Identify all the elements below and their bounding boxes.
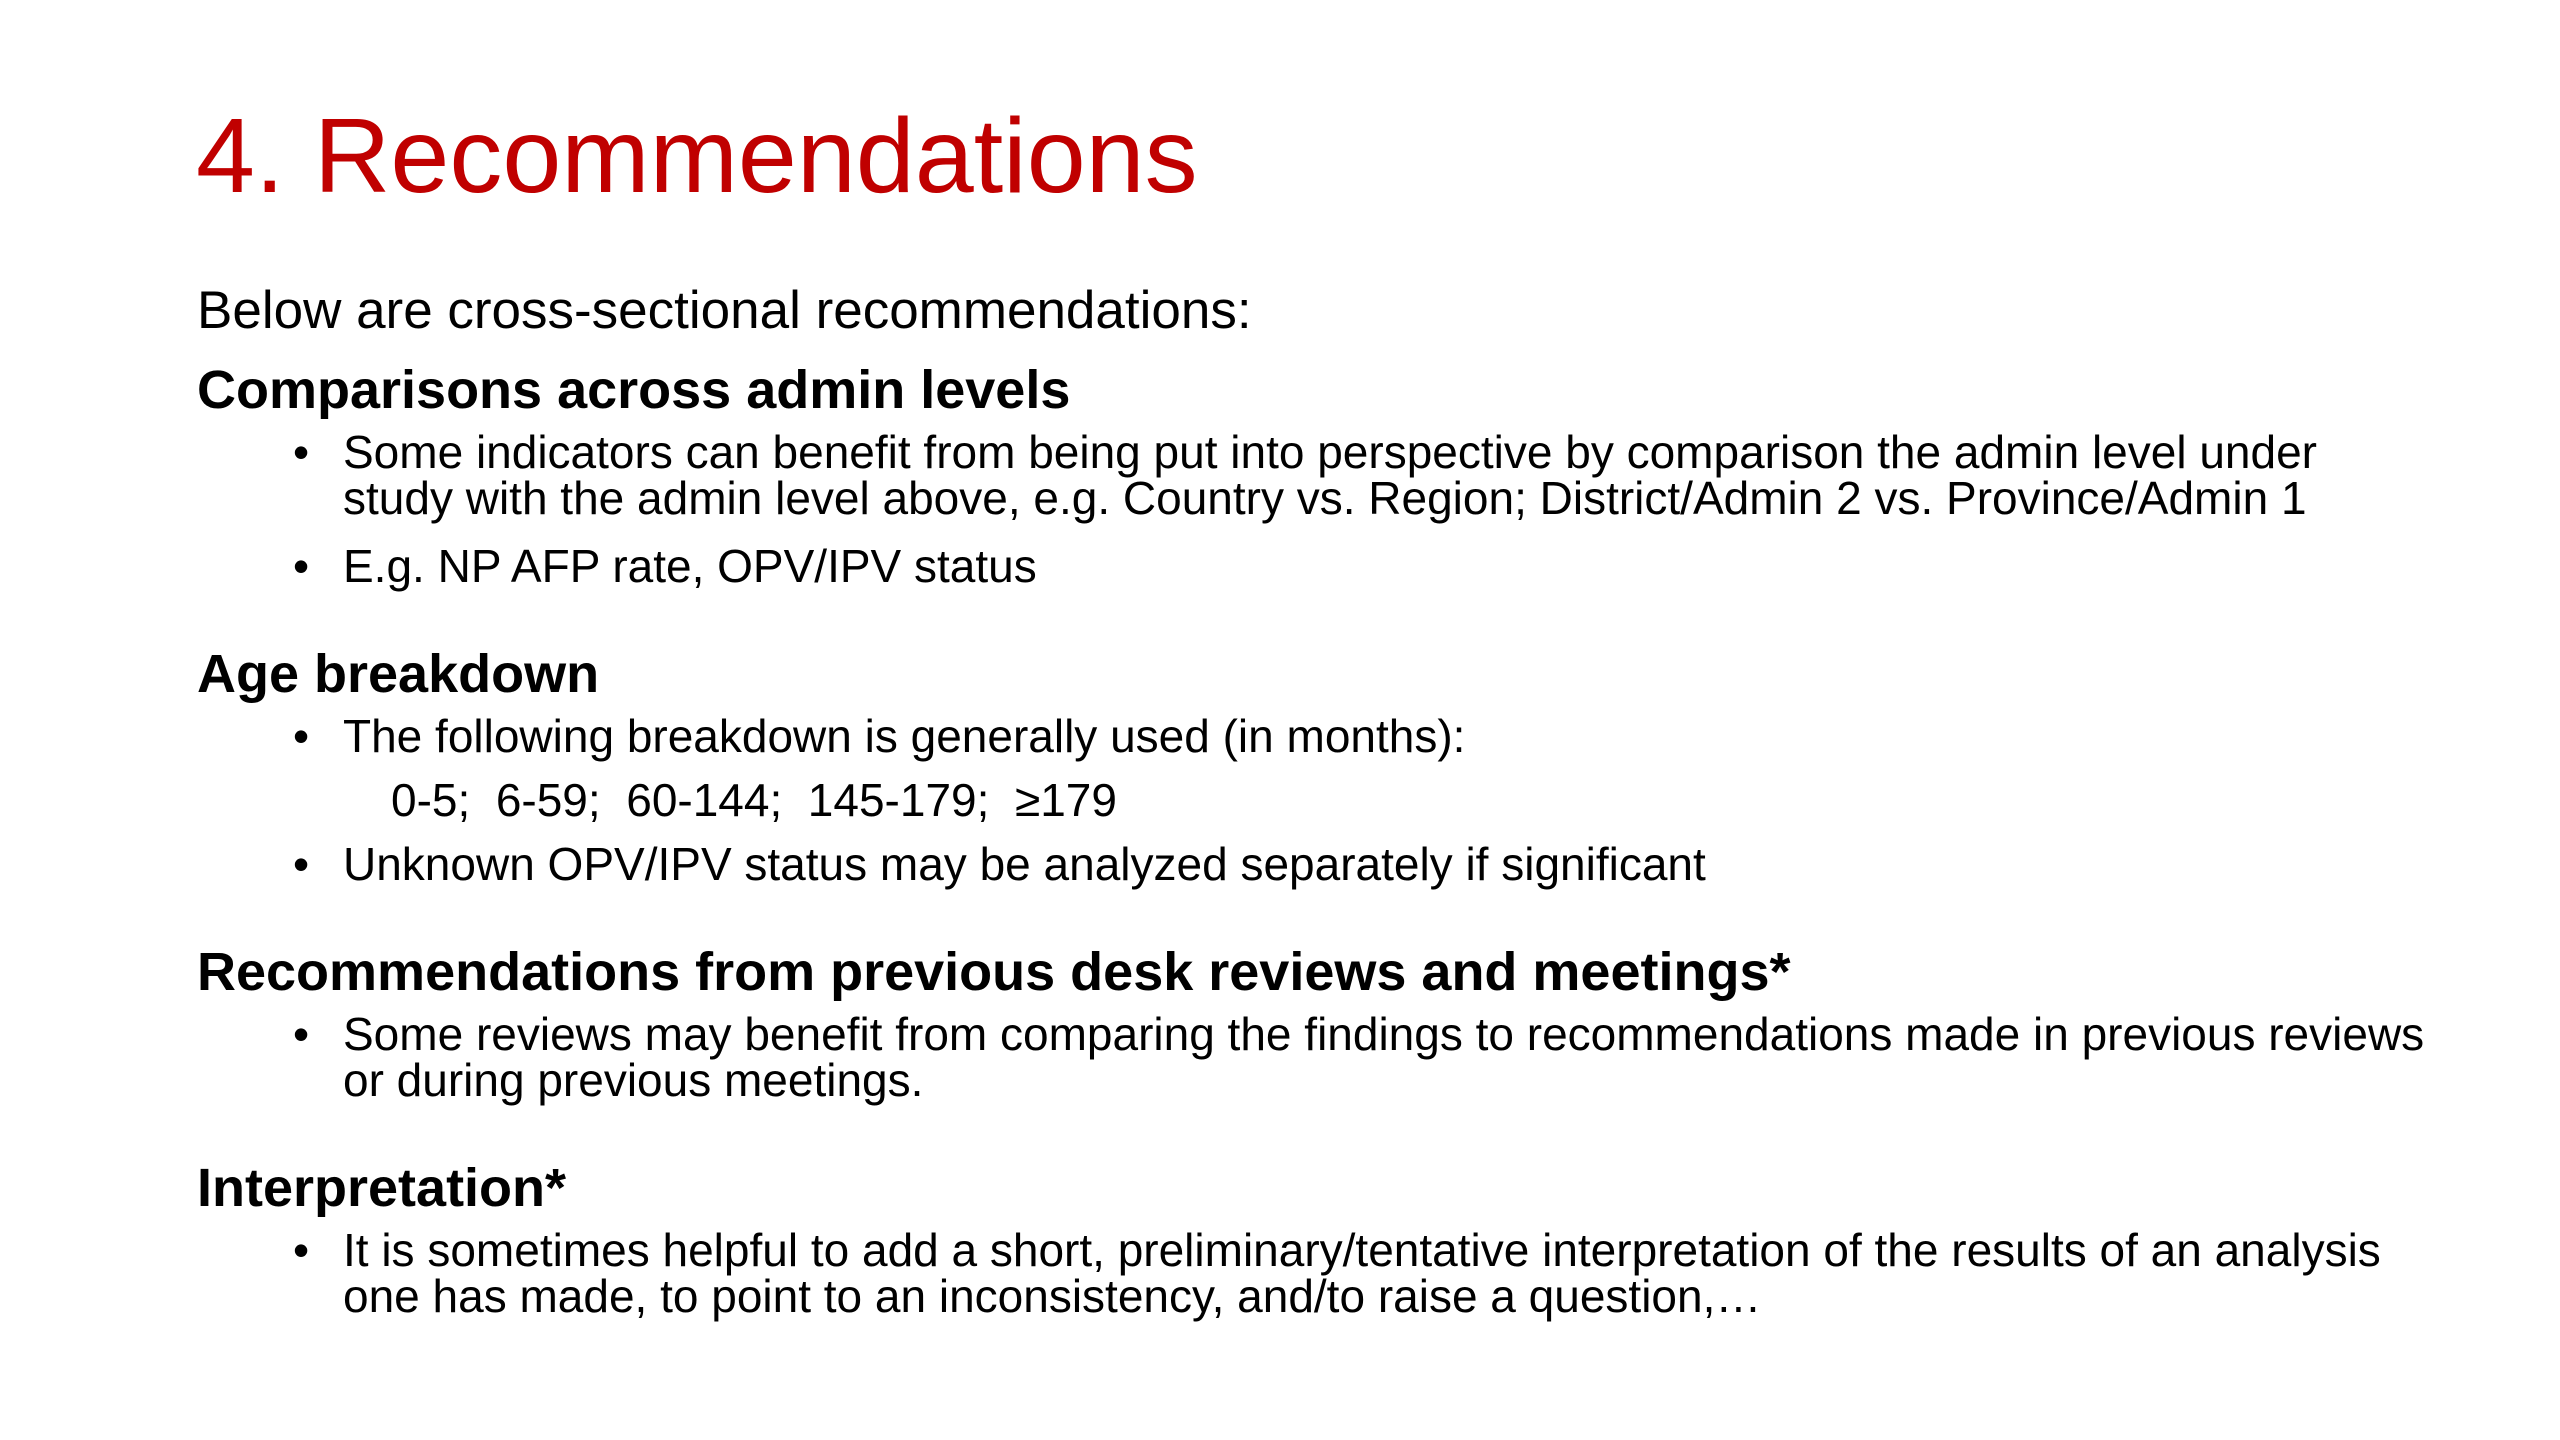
section-heading: Recommendations from previous desk reviews and meetings* — [197, 941, 1791, 1002]
section-comparisons — [197, 359, 2437, 592]
slide-content — [197, 280, 2437, 1341]
bullet-text: It is sometimes helpful to add a short, preliminary/tentative interpretation of the results of an analysis one has made, to point to an inconsistency, and/to raise a question,… — [343, 1223, 2381, 1322]
bullet-item — [197, 709, 2437, 762]
section-interpretation — [197, 1157, 2437, 1322]
slide-title: 4. Recommendations — [196, 97, 1198, 215]
bullet-item — [197, 425, 2437, 524]
bullet-icon: • — [293, 837, 310, 890]
age-ranges: 0-5; 6-59; 60-144; 145-179; ≥179 — [391, 773, 1117, 826]
bullet-icon: • — [293, 1007, 310, 1060]
bullet-icon: • — [293, 425, 310, 478]
section-heading: Interpretation* — [197, 1157, 567, 1218]
bullet-text: Unknown OPV/IPV status may be analyzed separately if significant — [343, 837, 1706, 890]
bullet-icon: • — [293, 539, 310, 592]
bullet-icon: • — [293, 709, 310, 762]
section-heading: Age breakdown — [197, 643, 600, 704]
bullet-list — [197, 837, 2437, 890]
bullet-item — [197, 1223, 2437, 1322]
bullet-list — [197, 1007, 2437, 1106]
bullet-list — [197, 425, 2437, 592]
section-previous-recommendations — [197, 941, 2437, 1106]
bullet-text: Some indicators can benefit from being put into perspective by comparison the admin level under study with the admin level above, e.g. Country vs. Region; District/Admin 2 vs. Province/Admin 1 — [343, 425, 2317, 524]
bullet-list — [197, 709, 2437, 762]
bullet-text: Some reviews may benefit from comparing the findings to recommendations made in previous reviews or during previous meetings. — [343, 1007, 2425, 1106]
bullet-list — [197, 1223, 2437, 1322]
section-age-breakdown — [197, 643, 2437, 890]
bullet-icon: • — [293, 1223, 310, 1276]
bullet-item — [197, 1007, 2437, 1106]
intro-text: Below are cross-sectional recommendations: — [197, 281, 1252, 340]
bullet-text: The following breakdown is generally used (in months): — [343, 709, 1466, 762]
bullet-item — [197, 837, 2437, 890]
bullet-text: E.g. NP AFP rate, OPV/IPV status — [343, 539, 1037, 592]
section-heading: Comparisons across admin levels — [197, 359, 1071, 420]
bullet-item — [197, 539, 2437, 592]
